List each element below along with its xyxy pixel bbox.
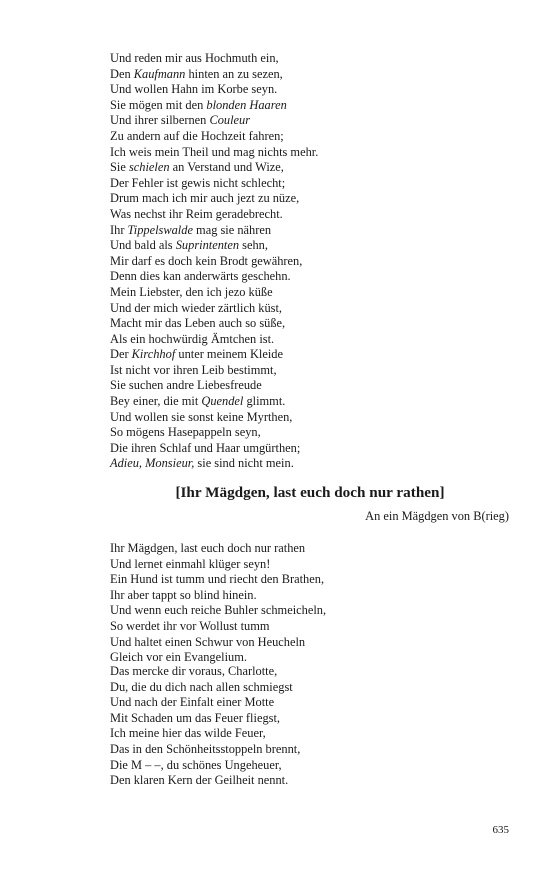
- verse-text: Drum mach ich mir auch jezt zu nüze,: [110, 191, 300, 206]
- verse-text: Und wenn euch reiche Buhler schmeicheln,: [110, 603, 327, 618]
- verse-text: mag sie nähren: [192, 222, 272, 237]
- verse-text: Und nach der Einfalt einer Motte: [110, 695, 275, 710]
- verse-line: [110, 269, 510, 285]
- verse-text: Ihr aber tappt so blind hinein.: [110, 587, 257, 602]
- verse-text: So werdet ihr vor Wollust tumm: [110, 618, 270, 633]
- verse-text-italic: Suprintenten: [175, 238, 240, 253]
- verse-line: [110, 572, 510, 588]
- verse-line: [110, 51, 510, 67]
- verse-line: [110, 129, 510, 145]
- verse-line: [110, 378, 510, 394]
- verse-text: Und lernet einmahl klüger seyn!: [110, 556, 271, 571]
- verse-text: Sie: [110, 160, 129, 175]
- stanza-2: [110, 541, 510, 666]
- verse-line: [110, 711, 510, 727]
- verse-text: Ihr: [110, 222, 128, 237]
- verse-text: Der: [110, 347, 132, 362]
- verse-text: Den klaren Kern der Geilheit nennt.: [110, 773, 289, 788]
- verse-text: Als ein hochwürdig Ämtchen ist.: [110, 331, 275, 346]
- verse-text-italic: Kaufmann: [133, 66, 186, 81]
- verse-text: Denn dies kan anderwärts geschehn.: [110, 269, 291, 284]
- verse-line: [110, 223, 510, 239]
- verse-text: Das in den Schönheitsstoppeln brennt,: [110, 741, 301, 756]
- verse-line: [110, 176, 510, 192]
- poem-dedication: An ein Mägdgen von B(rieg): [365, 509, 509, 523]
- verse-text: Ich meine hier das wilde Feuer,: [110, 726, 266, 741]
- verse-text: Du, die du dich nach allen schmiegst: [110, 679, 293, 694]
- verse-line: [110, 82, 510, 98]
- verse-text: Das mercke dir voraus, Charlotte,: [110, 664, 278, 678]
- verse-text: Und wollen sie sonst keine Myrthen,: [110, 409, 293, 424]
- verse-line: [110, 557, 510, 573]
- verse-text-italic: Kirchhof: [131, 347, 176, 362]
- verse-line: [110, 758, 510, 774]
- verse-line: [110, 425, 510, 441]
- verse-text: Ich weis mein Theil und mag nichts mehr.: [110, 144, 319, 159]
- verse-line: [110, 98, 510, 114]
- verse-line: [110, 742, 510, 758]
- verse-text-italic: schielen: [128, 160, 170, 175]
- verse-text: unter meinem Kleide: [175, 347, 283, 362]
- verse-text-italic: Adieu, Monsieur,: [110, 456, 195, 471]
- verse-text: hinten an zu sezen,: [185, 66, 283, 81]
- verse-line: [110, 301, 510, 317]
- verse-text: Was nechst ihr Reim geradebrecht.: [110, 206, 283, 221]
- verse-text: Ein Hund ist tumm und riecht den Brathen,: [110, 572, 325, 587]
- verse-line: [110, 441, 510, 457]
- verse-line: [110, 588, 510, 604]
- verse-text: Den: [110, 66, 134, 81]
- poem-title: [Ihr Mägdgen, last euch doch nur rathen]: [175, 484, 445, 501]
- verse-text-italic: Tippelswalde: [127, 222, 193, 237]
- verse-line: [110, 541, 510, 557]
- verse-line: [110, 635, 510, 651]
- verse-text: Sie mögen mit den: [110, 97, 207, 112]
- verse-line: [110, 238, 510, 254]
- verse-line: [110, 410, 510, 426]
- verse-text: Mein Liebster, den ich jezo küße: [110, 284, 273, 299]
- verse-text: Die M – –, du schönes Ungeheuer,: [110, 757, 282, 772]
- stanza-1: [110, 51, 510, 472]
- verse-text: glimmt.: [243, 394, 286, 409]
- verse-text-italic: Quendel: [201, 394, 244, 409]
- verse-text: So mögens Hasepappeln seyn,: [110, 425, 261, 440]
- verse-line: [110, 456, 510, 472]
- verse-line: [110, 254, 510, 270]
- verse-text: Mit Schaden um das Feuer fliegst,: [110, 710, 280, 725]
- verse-text: Der Fehler ist gewis nicht schlecht;: [110, 175, 286, 190]
- verse-line: [110, 619, 510, 635]
- verse-text: an Verstand und Wize,: [169, 160, 284, 175]
- verse-line: [110, 67, 510, 83]
- verse-line: [110, 316, 510, 332]
- verse-line: [110, 603, 510, 619]
- verse-text: Macht mir das Leben auch so süße,: [110, 316, 286, 331]
- verse-line: [110, 726, 510, 742]
- verse-line: [110, 160, 510, 176]
- verse-text: Bey einer, die mit: [110, 394, 202, 409]
- verse-line: [110, 680, 510, 696]
- verse-text: Und ihrer silbernen: [110, 113, 210, 128]
- verse-text: Sie suchen andre Liebesfreude: [110, 378, 262, 393]
- verse-text: Zu andern auf die Hochzeit fahren;: [110, 128, 284, 143]
- stanza-3: [110, 664, 510, 789]
- verse-line: [110, 207, 510, 223]
- verse-text-italic: blonden Haaren: [206, 97, 287, 112]
- verse-text: Und haltet einen Schwur von Heucheln: [110, 634, 306, 649]
- verse-line: [110, 394, 510, 410]
- verse-text: Ist nicht vor ihren Leib bestimmt,: [110, 362, 277, 377]
- verse-text: Mir darf es doch kein Brodt gewähren,: [110, 253, 303, 268]
- verse-line: [110, 113, 510, 129]
- page-number: 635: [492, 824, 509, 836]
- verse-line: [110, 347, 510, 363]
- verse-line: [110, 363, 510, 379]
- verse-text: Die ihren Schlaf und Haar umgürthen;: [110, 440, 301, 455]
- verse-text: Und wollen Hahn im Korbe seyn.: [110, 82, 278, 97]
- verse-text: Und bald als: [110, 238, 176, 253]
- verse-text: Gleich vor ein Evangelium.: [110, 650, 247, 665]
- verse-line: [110, 145, 510, 161]
- verse-line: [110, 332, 510, 348]
- verse-line: [110, 285, 510, 301]
- verse-line: [110, 773, 510, 789]
- verse-text: Und der mich wieder zärtlich küst,: [110, 300, 283, 315]
- verse-text: sie sind nicht mein.: [194, 456, 294, 471]
- verse-line: [110, 191, 510, 207]
- verse-line: [110, 695, 510, 711]
- verse-text: Ihr Mägdgen, last euch doch nur rathen: [110, 541, 306, 555]
- verse-text-italic: Couleur: [209, 113, 251, 128]
- verse-line: [110, 664, 510, 680]
- verse-text: sehn,: [239, 238, 268, 253]
- verse-text: Und reden mir aus Hochmuth ein,: [110, 51, 279, 65]
